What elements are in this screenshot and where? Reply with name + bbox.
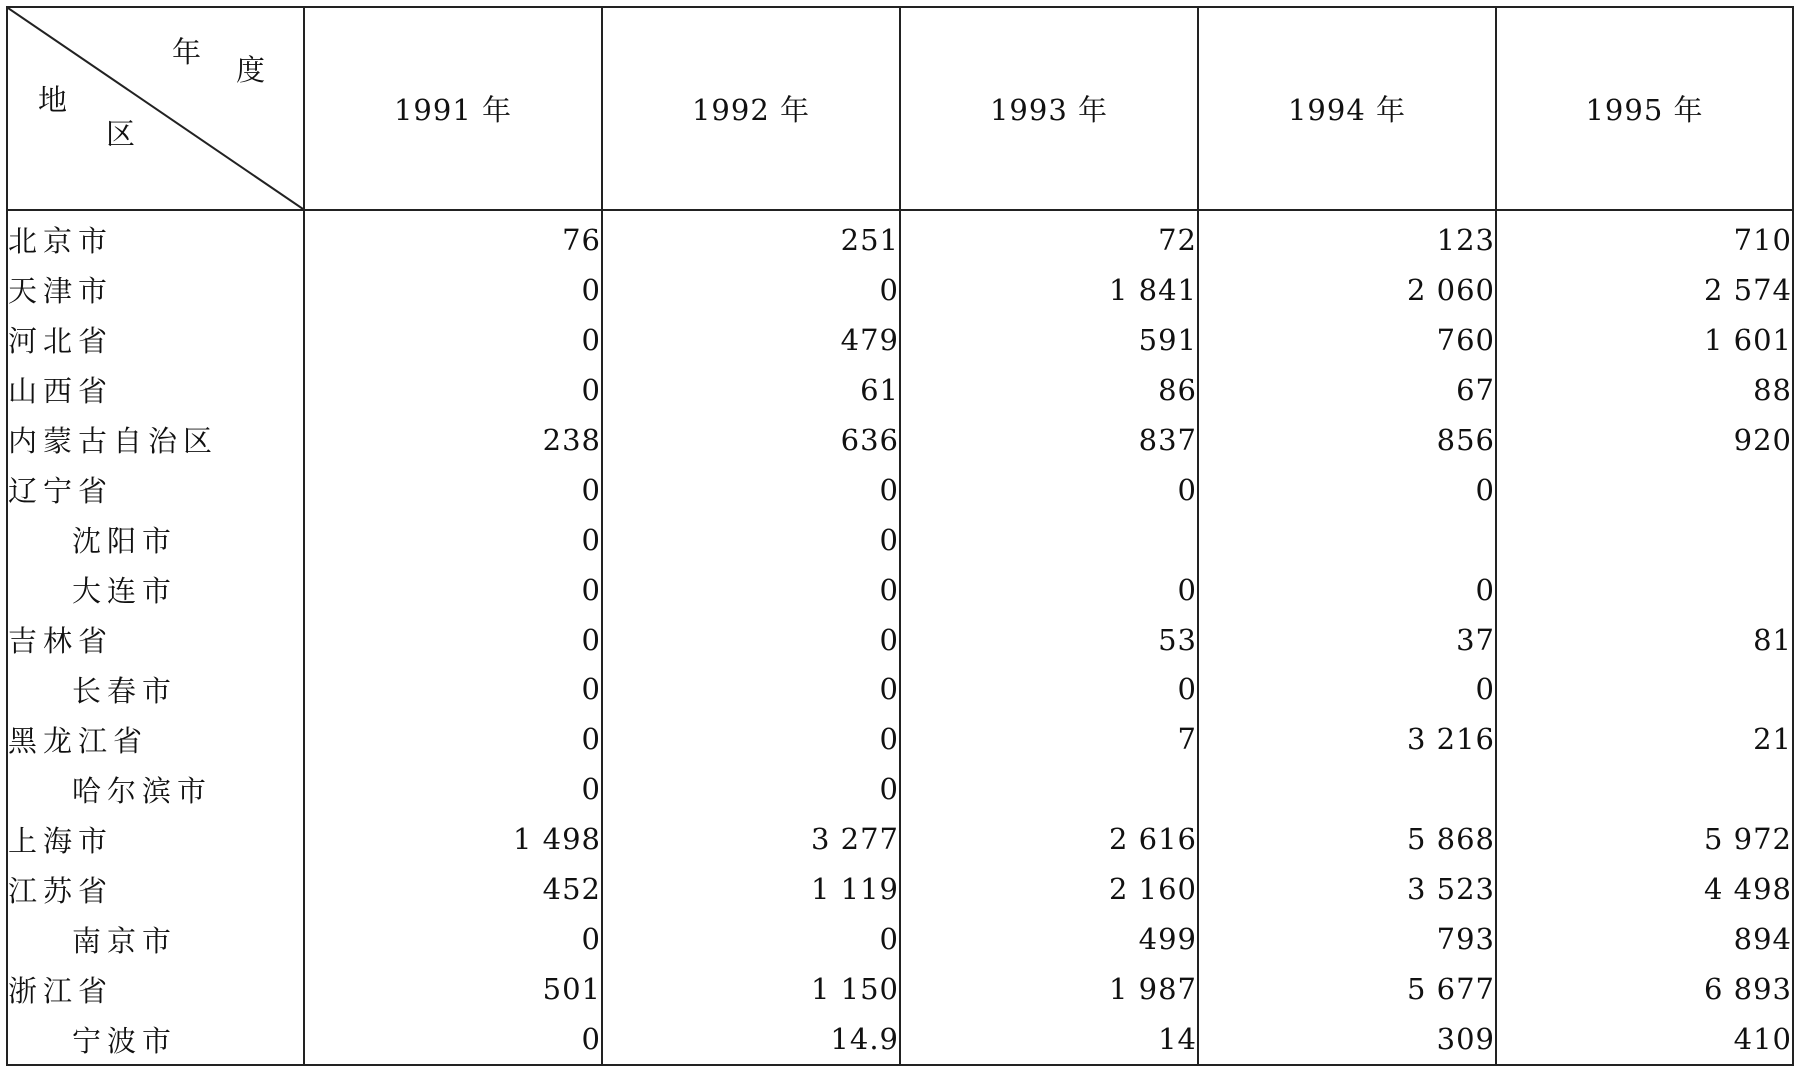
value-cell: 61	[602, 365, 900, 415]
value-cell: 479	[602, 315, 900, 365]
year-header-1993: 1993 年	[900, 7, 1198, 210]
value-cell: 0	[602, 664, 900, 714]
corner-label-region-1: 地	[38, 83, 69, 117]
year-header-1991: 1991 年	[304, 7, 602, 210]
region-name-cell: 南京市	[7, 914, 304, 964]
table-row	[7, 565, 1793, 615]
value-cell	[900, 515, 1198, 565]
value-cell: 760	[1198, 315, 1496, 365]
table-row	[7, 365, 1793, 415]
value-cell: 21	[1496, 714, 1793, 764]
region-name-cell: 长春市	[7, 664, 304, 714]
value-cell: 0	[304, 465, 602, 515]
table-row	[7, 814, 1793, 864]
table-row	[7, 1014, 1793, 1065]
table-row	[7, 864, 1793, 914]
corner-header-cell	[7, 7, 304, 210]
value-cell: 0	[304, 565, 602, 615]
value-cell: 894	[1496, 914, 1793, 964]
value-cell: 3 523	[1198, 864, 1496, 914]
value-cell: 0	[304, 315, 602, 365]
table-row	[7, 615, 1793, 665]
value-cell: 920	[1496, 415, 1793, 465]
table-row	[7, 914, 1793, 964]
value-cell: 2 616	[900, 814, 1198, 864]
value-cell: 81	[1496, 615, 1793, 665]
region-name-cell: 上海市	[7, 814, 304, 864]
value-cell: 14	[900, 1014, 1198, 1065]
region-name-cell: 哈尔滨市	[7, 764, 304, 814]
value-cell: 14.9	[602, 1014, 900, 1065]
value-cell: 0	[602, 465, 900, 515]
region-name-cell: 河北省	[7, 315, 304, 365]
value-cell: 67	[1198, 365, 1496, 415]
value-cell: 0	[304, 914, 602, 964]
value-cell	[1198, 515, 1496, 565]
table-row	[7, 714, 1793, 764]
corner-label-region-2: 区	[106, 117, 137, 151]
table-row	[7, 315, 1793, 365]
value-cell: 0	[1198, 664, 1496, 714]
value-cell: 1 601	[1496, 315, 1793, 365]
value-cell: 3 216	[1198, 714, 1496, 764]
value-cell: 5 972	[1496, 814, 1793, 864]
table-row	[7, 764, 1793, 814]
table-body	[7, 210, 1793, 1065]
region-name-cell: 江苏省	[7, 864, 304, 914]
corner-label-year-1: 年	[172, 35, 203, 69]
table-row	[7, 664, 1793, 714]
region-name-cell: 黑龙江省	[7, 714, 304, 764]
value-cell: 0	[304, 265, 602, 315]
value-cell: 0	[900, 465, 1198, 515]
value-cell: 0	[1198, 565, 1496, 615]
value-cell: 238	[304, 415, 602, 465]
value-cell: 710	[1496, 210, 1793, 265]
regional-statistics-table	[6, 6, 1794, 1066]
value-cell: 5 677	[1198, 964, 1496, 1014]
value-cell: 0	[900, 664, 1198, 714]
value-cell: 0	[602, 265, 900, 315]
table-row	[7, 210, 1793, 265]
value-cell: 0	[304, 764, 602, 814]
value-cell: 0	[304, 365, 602, 415]
value-cell: 591	[900, 315, 1198, 365]
value-cell: 88	[1496, 365, 1793, 415]
value-cell: 2 060	[1198, 265, 1496, 315]
value-cell: 0	[602, 515, 900, 565]
value-cell	[900, 764, 1198, 814]
corner-label-year-2: 度	[236, 53, 267, 87]
value-cell	[1496, 764, 1793, 814]
value-cell	[1496, 664, 1793, 714]
value-cell: 499	[900, 914, 1198, 964]
region-name-cell: 辽宁省	[7, 465, 304, 515]
value-cell: 0	[304, 714, 602, 764]
value-cell: 793	[1198, 914, 1496, 964]
value-cell: 0	[602, 714, 900, 764]
value-cell: 123	[1198, 210, 1496, 265]
value-cell	[1496, 465, 1793, 515]
value-cell: 0	[602, 615, 900, 665]
value-cell: 76	[304, 210, 602, 265]
value-cell: 0	[602, 764, 900, 814]
value-cell: 0	[900, 565, 1198, 615]
region-name-cell: 山西省	[7, 365, 304, 415]
value-cell: 0	[304, 664, 602, 714]
table-row	[7, 964, 1793, 1014]
value-cell: 0	[304, 615, 602, 665]
region-name-cell: 浙江省	[7, 964, 304, 1014]
region-name-cell: 沈阳市	[7, 515, 304, 565]
value-cell: 1 498	[304, 814, 602, 864]
year-header-1994: 1994 年	[1198, 7, 1496, 210]
value-cell: 7	[900, 714, 1198, 764]
value-cell: 0	[602, 914, 900, 964]
value-cell: 452	[304, 864, 602, 914]
value-cell: 72	[900, 210, 1198, 265]
region-name-cell: 北京市	[7, 210, 304, 265]
region-name-cell: 吉林省	[7, 615, 304, 665]
value-cell: 2 574	[1496, 265, 1793, 315]
value-cell: 2 160	[900, 864, 1198, 914]
value-cell: 0	[304, 515, 602, 565]
value-cell: 410	[1496, 1014, 1793, 1065]
value-cell: 1 841	[900, 265, 1198, 315]
value-cell: 0	[1198, 465, 1496, 515]
value-cell: 0	[304, 1014, 602, 1065]
region-name-cell: 大连市	[7, 565, 304, 615]
region-name-cell: 内蒙古自治区	[7, 415, 304, 465]
value-cell: 501	[304, 964, 602, 1014]
header-row	[7, 7, 1793, 210]
value-cell: 37	[1198, 615, 1496, 665]
value-cell: 53	[900, 615, 1198, 665]
value-cell	[1198, 764, 1496, 814]
year-header-1995: 1995 年	[1496, 7, 1793, 210]
value-cell	[1496, 565, 1793, 615]
region-name-cell: 天津市	[7, 265, 304, 315]
value-cell: 86	[900, 365, 1198, 415]
value-cell: 1 119	[602, 864, 900, 914]
year-header-1992: 1992 年	[602, 7, 900, 210]
table-row	[7, 265, 1793, 315]
value-cell: 3 277	[602, 814, 900, 864]
region-name-cell: 宁波市	[7, 1014, 304, 1065]
value-cell: 0	[602, 565, 900, 615]
value-cell: 251	[602, 210, 900, 265]
table-row	[7, 465, 1793, 515]
value-cell: 856	[1198, 415, 1496, 465]
value-cell	[1496, 515, 1793, 565]
value-cell: 837	[900, 415, 1198, 465]
value-cell: 6 893	[1496, 964, 1793, 1014]
value-cell: 4 498	[1496, 864, 1793, 914]
value-cell: 636	[602, 415, 900, 465]
value-cell: 309	[1198, 1014, 1496, 1065]
value-cell: 1 150	[602, 964, 900, 1014]
table-row	[7, 415, 1793, 465]
value-cell: 5 868	[1198, 814, 1496, 864]
table-row	[7, 515, 1793, 565]
value-cell: 1 987	[900, 964, 1198, 1014]
